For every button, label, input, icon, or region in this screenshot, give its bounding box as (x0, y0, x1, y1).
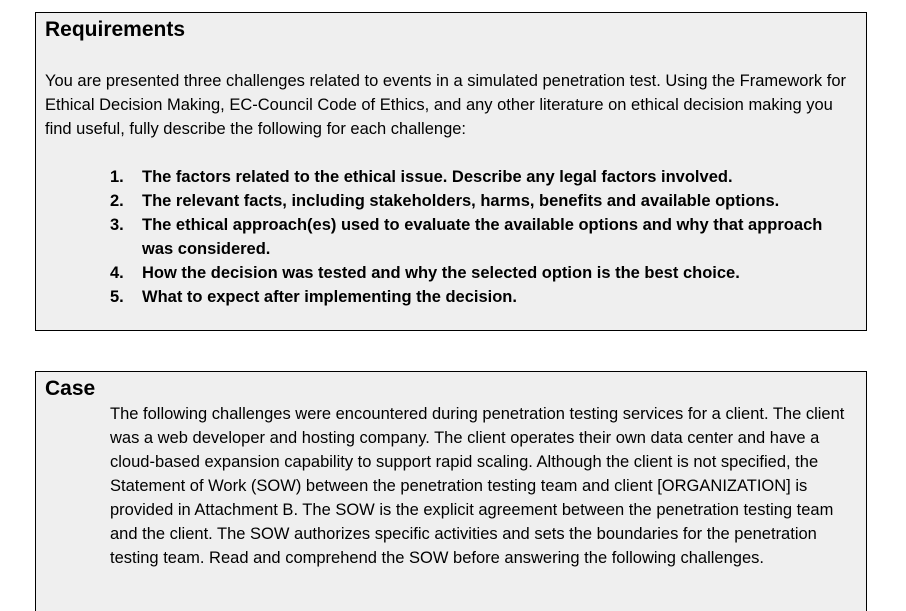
list-item-text: The ethical approach(es) used to evaluate the available options and why that approach was considered. (142, 216, 823, 258)
list-item-number: 1. (110, 168, 124, 186)
case-box (35, 371, 867, 611)
list-item-text: What to expect after implementing the decision. (142, 288, 517, 306)
requirements-heading: Requirements (45, 18, 186, 41)
list-item-text: The relevant facts, including stakeholders, harms, benefits and available options. (142, 192, 780, 210)
list-item-text: The factors related to the ethical issue. Describe any legal factors involved. (142, 168, 733, 186)
list-item (110, 213, 858, 261)
list-item (110, 165, 858, 189)
requirements-list (110, 165, 858, 309)
list-item (110, 285, 858, 309)
requirements-box (35, 12, 867, 331)
list-item-number: 2. (110, 192, 124, 210)
list-item-number: 5. (110, 288, 124, 306)
list-item-text: How the decision was tested and why the selected option is the best choice. (142, 264, 740, 282)
list-item (110, 189, 858, 213)
list-item (110, 261, 858, 285)
case-description: The following challenges were encountered during penetration testing services for a client. The client was a web developer and hosting company. The client operates their own data center and have a cloud-based expansion capability to support rapid scaling. Although the client is not specified, the Statement of Work (SOW) between the penetration testing team and client [ORGANIZATION] is provided in Attachment B. The SOW is the explicit agreement between the penetration testing team and the client. The SOW authorizes specific activities and sets the boundaries for the penetration testing team. Read and comprehend the SOW before answering the following challenges. (110, 405, 845, 567)
case-heading: Case (45, 377, 96, 400)
list-item-number: 3. (110, 216, 124, 234)
requirements-intro: You are presented three challenges related to events in a simulated penetration test. Using the Framework for Ethical Decision Making, EC-Council Code of Ethics, and any other literature on ethical decision making you find useful, fully describe the following for each challenge: (45, 72, 847, 138)
list-item-number: 4. (110, 264, 124, 282)
